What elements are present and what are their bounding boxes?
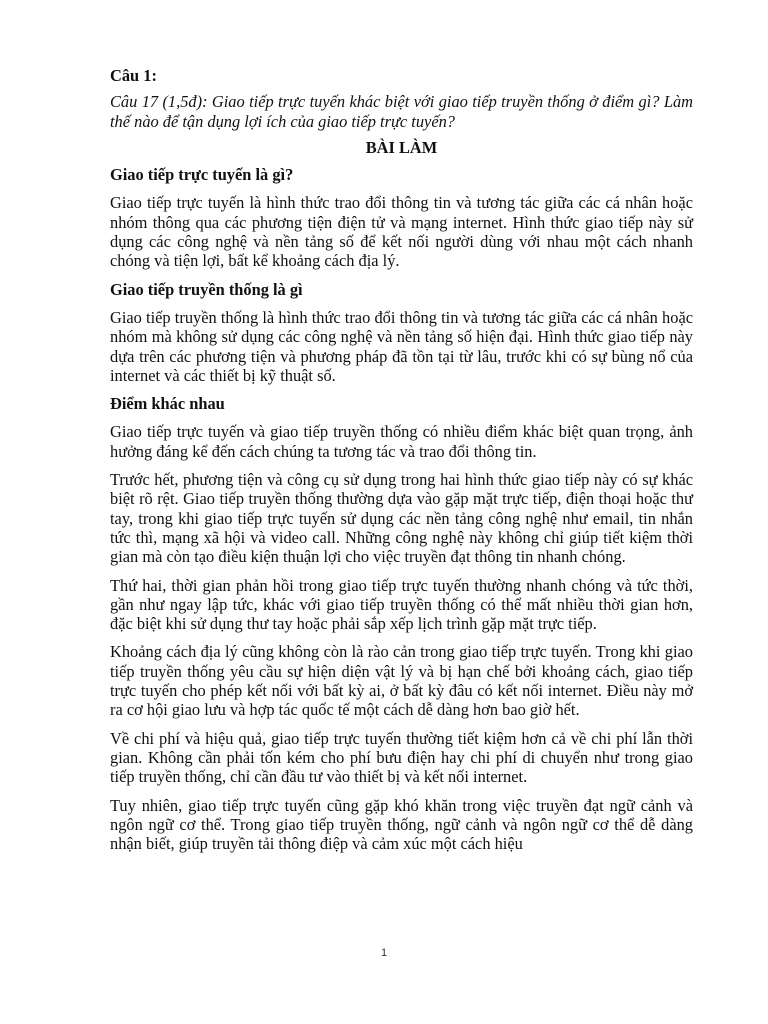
page-title: BÀI LÀM — [365, 137, 438, 157]
paragraph-differences-distance: Khoảng cách địa lý cũng không còn là rào cản trong giao tiếp trực tuyến. Trong khi giao tiếp truyền thống yêu cầu sự hiện diện vật lý và bị hạn chế bởi khoảng cách, giao tiếp trực tuyến cho phép kết nối với bất kỳ ai, ở bất kỳ đâu có kết nối internet. Điều này mở ra cơ hội giao lưu và hợp tác quốc tế một cách dễ dàng hơn bao giờ hết. — [110, 642, 693, 720]
paragraph-differences-intro: Giao tiếp trực tuyến và giao tiếp truyền thống có nhiều điểm khác biệt quan trọng, ảnh hưởng đáng kể đến cách chúng ta tương tác và trao đổi thông tin. — [110, 422, 693, 461]
paragraph-differences-response-time: Thứ hai, thời gian phản hồi trong giao tiếp trực tuyến thường nhanh chóng và tức thời, gần như ngay lập tức, khác với giao tiếp truyền thống có thể mất nhiều thời gian hơn, đặc biệt khi sử dụng thư tay hoặc phải sắp xếp lịch trình gặp mặt trực tiếp. — [110, 575, 693, 634]
section-heading-traditional: Giao tiếp truyền thống là gì — [110, 279, 303, 299]
page-number: 1 — [380, 947, 388, 959]
section-heading-differences: Điểm khác nhau — [110, 394, 225, 414]
paragraph-traditional-definition: Giao tiếp truyền thống là hình thức trao đổi thông tin và tương tác giữa các cá nhân hoặc nhóm mà không sử dụng các công nghệ và nền tảng số hiện đại. Hình thức giao tiếp này dựa trên các phương tiện và phương pháp đã tồn tại từ lâu, trước khi có sự bùng nổ của internet và các thiết bị kỹ thuật số. — [110, 307, 693, 385]
paragraph-differences-tools: Trước hết, phương tiện và công cụ sử dụng trong hai hình thức giao tiếp này có sự khác biệt rõ rệt. Giao tiếp truyền thống thường dựa vào gặp mặt trực tiếp, điện thoại hoặc thư tay, trong khi giao tiếp trực tuyến sử dụng các nền tảng công nghệ như email, tin nhắn tức thì, mạng xã hội và video call. Những công nghệ này không chỉ giúp tiết kiệm thời gian mà còn tạo điều kiện thuận lợi cho việc truyền đạt thông tin nhanh chóng. — [110, 470, 693, 567]
paragraph-online-definition: Giao tiếp trực tuyến là hình thức trao đổi thông tin và tương tác giữa các cá nhân hoặc nhóm thông qua các phương tiện điện tử và mạng internet. Hình thức giao tiếp này sử dụng các công nghệ và nền tảng số để kết nối người dùng với nhau một cách nhanh chóng và tiện lợi, bất kể khoảng cách địa lý. — [110, 193, 693, 271]
question-text: Câu 17 (1,5đ): Giao tiếp trực tuyến khác biệt với giao tiếp truyền thống ở điểm gì? Làm thế nào để tận dụng lợi ích của giao tiếp trực tuyến? — [110, 92, 693, 131]
paragraph-differences-cost: Về chi phí và hiệu quả, giao tiếp trực tuyến thường tiết kiệm hơn cả về chi phí lẫn thời gian. Không cần phải tốn kém cho phí bưu điện hay chi phí di chuyển như trong giao tiếp truyền thống, chỉ cần đầu tư vào thiết bị và kết nối internet. — [110, 728, 693, 787]
section-heading-online: Giao tiếp trực tuyến là gì? — [110, 165, 294, 185]
question-label: Câu 1: — [110, 66, 157, 85]
document-page — [110, 66, 693, 862]
paragraph-differences-context: Tuy nhiên, giao tiếp trực tuyến cũng gặp khó khăn trong việc truyền đạt ngữ cảnh và ngôn ngữ cơ thể. Trong giao tiếp truyền thống, ngữ cảnh và ngôn ngữ cơ thể dễ dàng nhận biết, giúp truyền tải thông điệp và cảm xúc một cách hiệu — [110, 795, 693, 854]
